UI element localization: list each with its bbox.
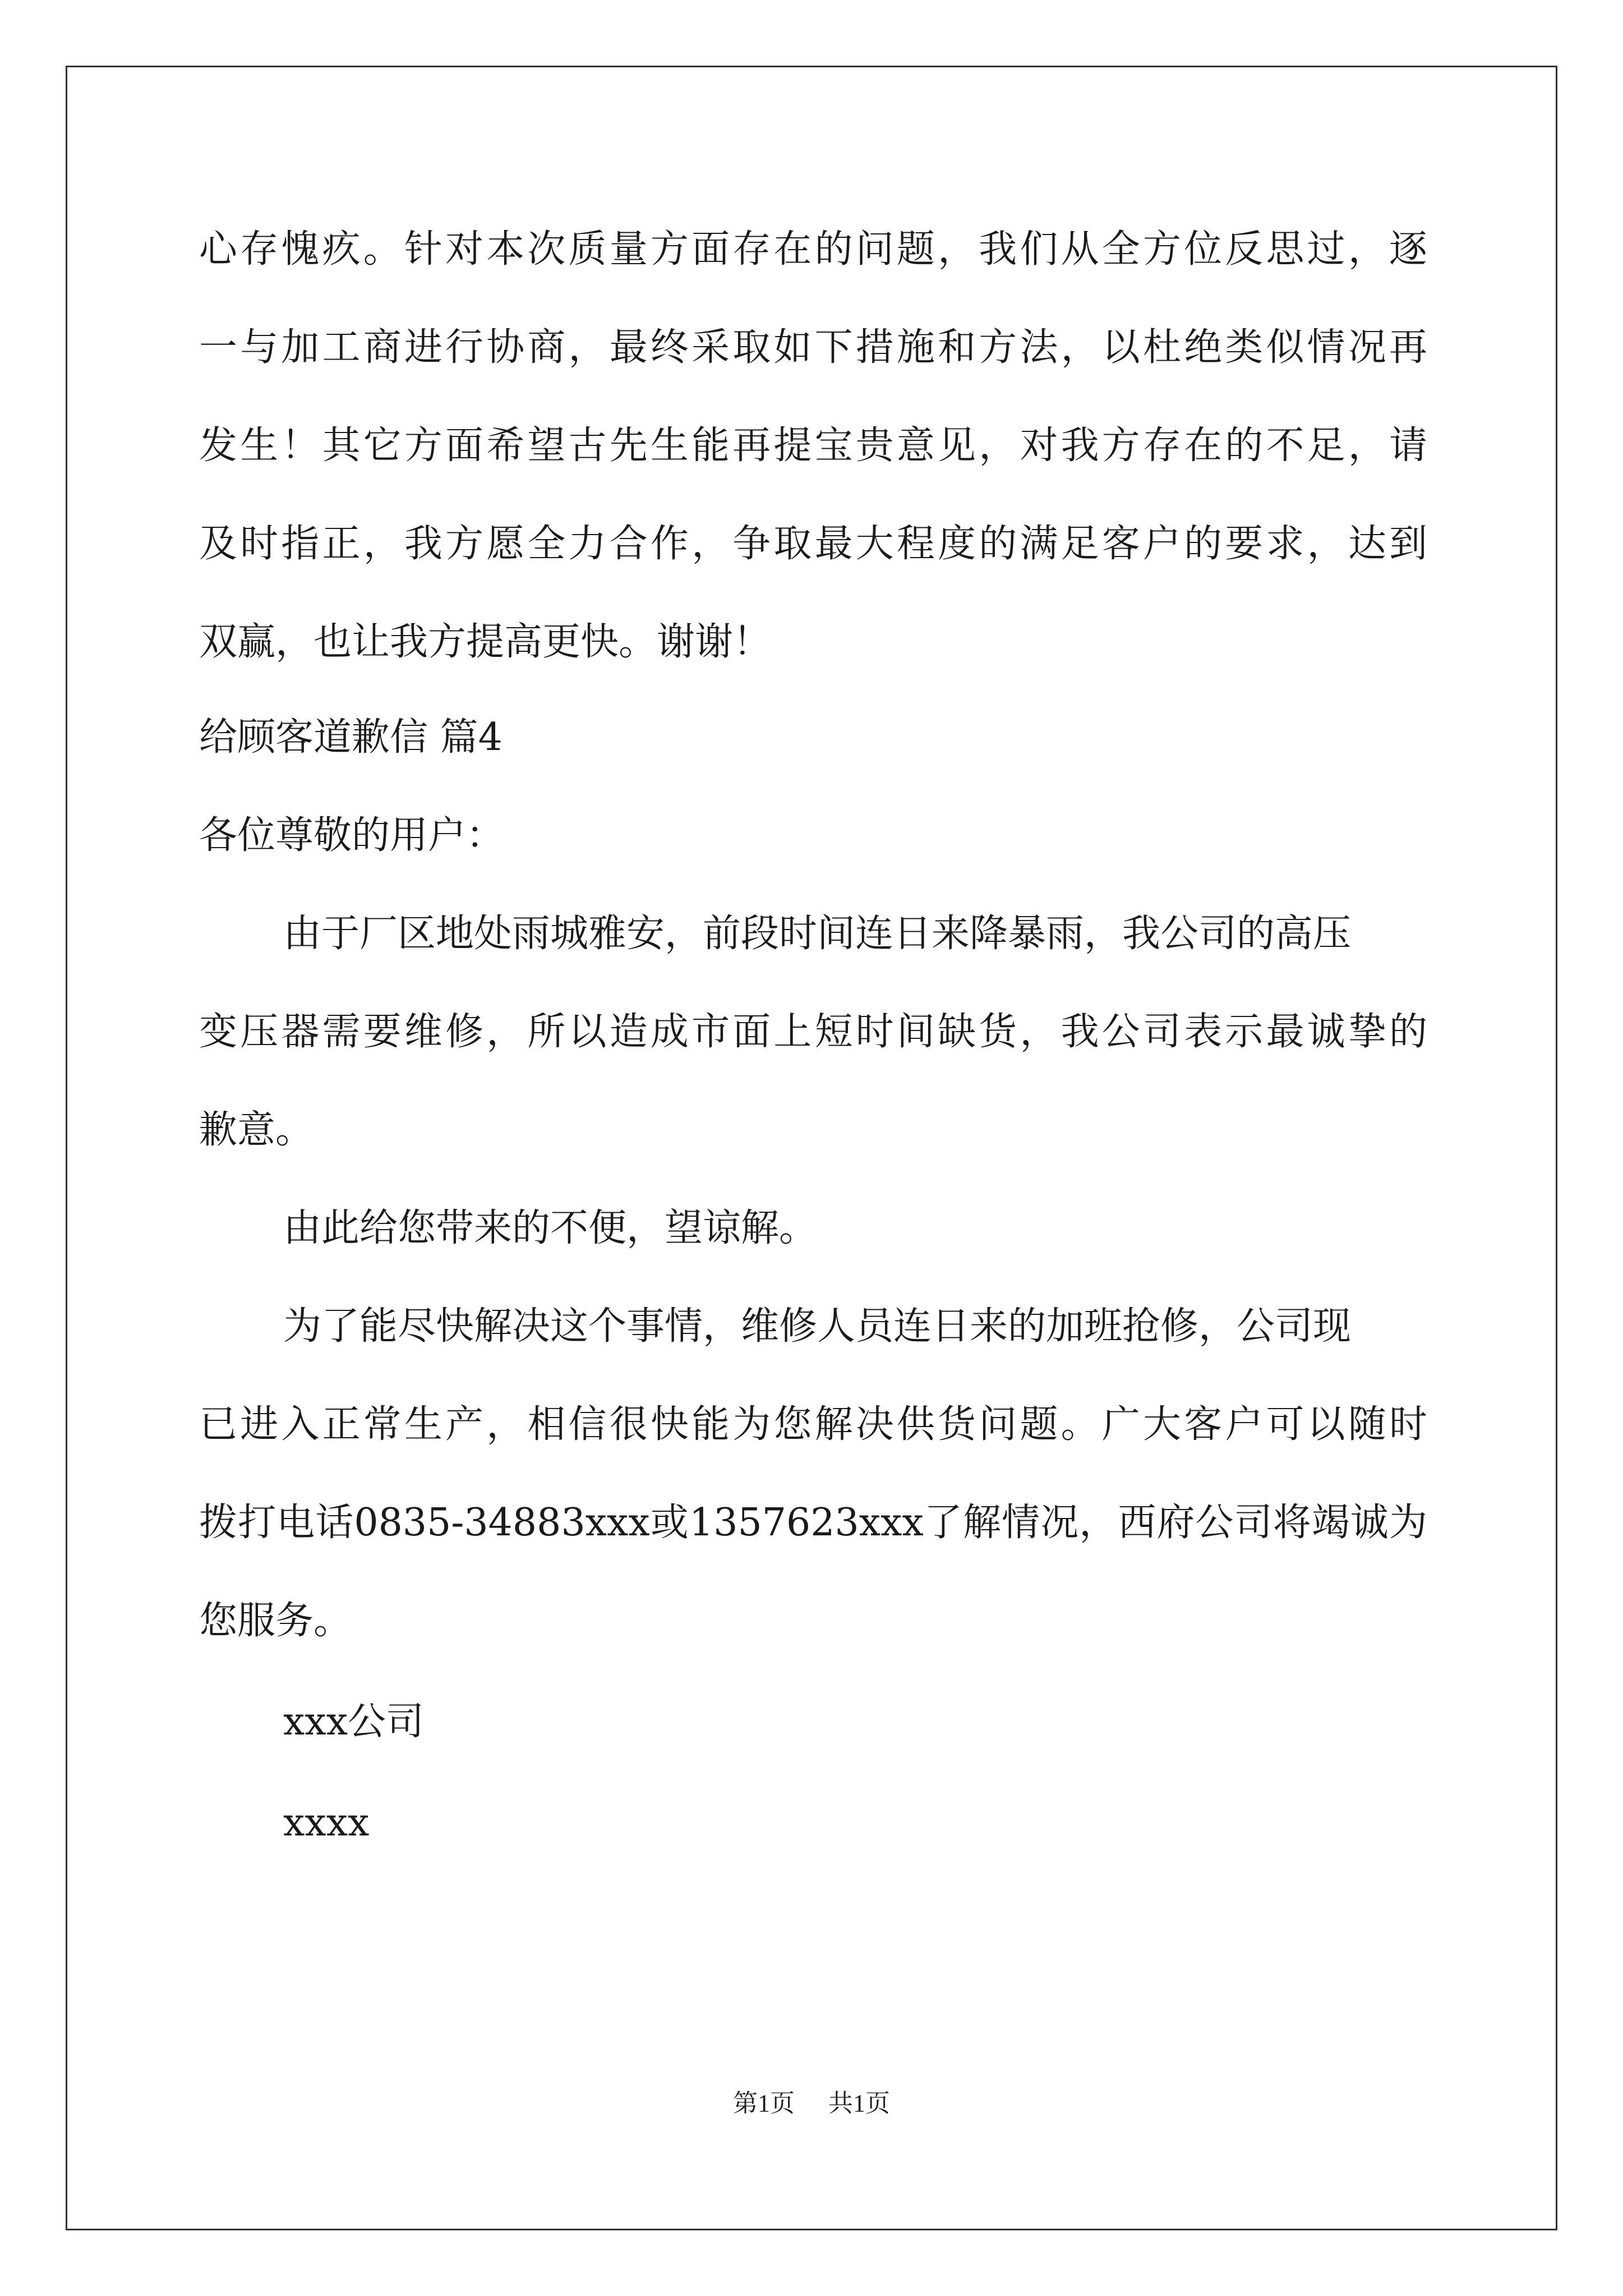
paragraph-line: 由于厂区地处雨城雅安，前段时间连日来降暴雨，我公司的高压 [283,912,1352,956]
page-total: 共1页 [828,2090,890,2117]
section-heading: 给顾客道歉信 篇4 [199,715,502,760]
paragraph-line: 歉意。 [199,1108,314,1152]
paragraph-line: 一与加工商进行协商，最终采取如下措施和方法，以杜绝类似情况再 [199,325,1427,370]
paragraph-line: 您服务。 [199,1599,352,1643]
paragraph-line: 为了能尽快解决这个事情，维修人员连日来的加班抢修，公司现 [283,1304,1352,1349]
paragraph-line: 已进入正常生产，相信很快能为您解决供货问题。广大客户可以随时 [199,1402,1427,1447]
paragraph-line: 变压器需要维修，所以造成市面上短时间缺货，我公司表示最诚挚的 [199,1010,1427,1054]
paragraph-line: 拨打电话0835-34883xxx或1357623xxx了解情况，西府公司将竭诚为 [199,1501,1427,1545]
signature-company: xxx公司 [283,1700,425,1744]
paragraph-line: 及时指正，我方愿全力合作，争取最大程度的满足客户的要求，达到 [199,522,1427,566]
paragraph-line: 由此给您带来的不便，望谅解。 [283,1206,818,1250]
paragraph-line: 发生！其它方面希望古先生能再提宝贵意见，对我方存在的不足，请 [199,424,1427,468]
paragraph-line: 心存愧疚。针对本次质量方面存在的问题，我们从全方位反思过，逐 [199,227,1427,272]
page-footer [0,2087,1623,2120]
paragraph-line: 双赢，也让我方提高更快。谢谢！ [199,620,772,664]
page-number: 第1页 [733,2090,795,2117]
salutation: 各位尊敬的用户： [199,813,505,858]
signature-date: xxxx [283,1801,370,1845]
